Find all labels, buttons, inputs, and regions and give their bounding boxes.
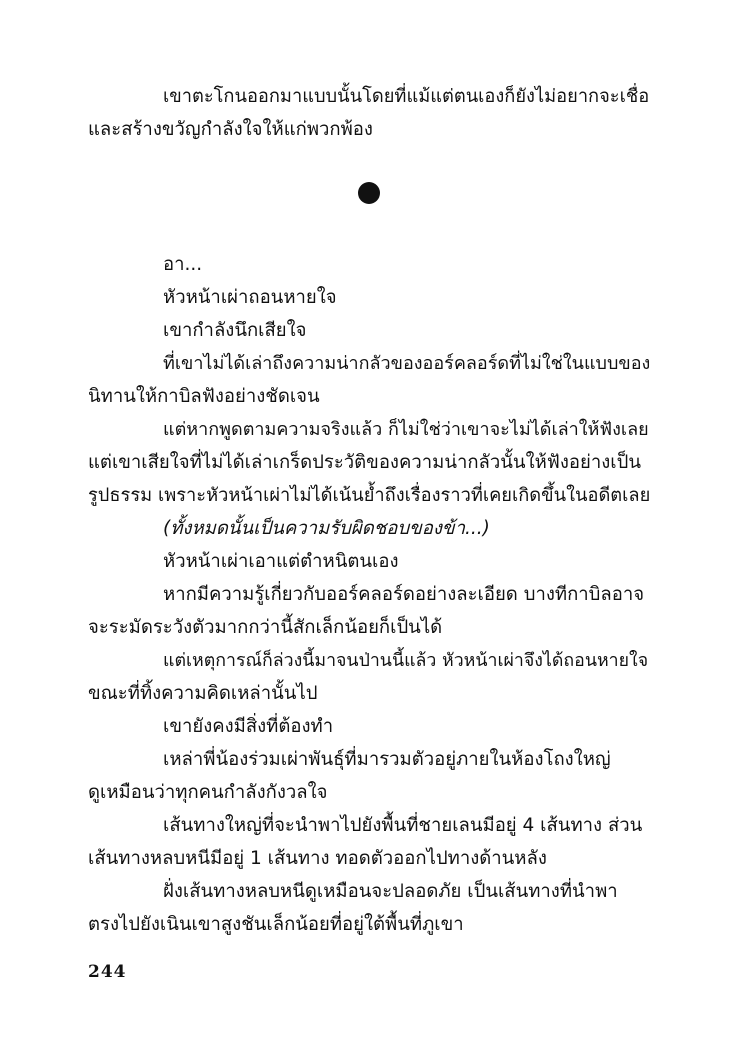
- text-line: ดูเหมือนว่าทุกคนกำลังกังวลใจ: [88, 782, 328, 803]
- page-number: 244: [88, 962, 127, 982]
- text-line: จะระมัดระวังตัวมากกว่านี้สักเล็กน้อยก็เป็นได้: [88, 617, 443, 638]
- text-line: เขากำลังนึกเสียใจ: [163, 320, 307, 341]
- text-line: และสร้างขวัญกำลังใจให้แก่พวกพ้อง: [88, 119, 373, 140]
- text-line: นิทานให้กาบิลฟังอย่างชัดเจน: [88, 386, 320, 407]
- text-line: ขณะที่ทิ้งความคิดเหล่านั้นไป: [88, 683, 318, 704]
- text-line: แต่เขาเสียใจที่ไม่ได้เล่าเกร็ดประวัติของความน่ากลัวนั้นให้ฟังอย่างเป็น: [88, 452, 642, 473]
- text-line: ฝั่งเส้นทางหลบหนีดูเหมือนจะปลอดภัย เป็นเส้นทางที่นำพา: [163, 881, 618, 902]
- inner-thought-line: (ทั้งหมดนั้นเป็นความรับผิดชอบของข้า...): [163, 518, 490, 539]
- text-line: ตรงไปยังเนินเขาสูงชันเล็กน้อยที่อยู่ใต้พื้นที่ภูเขา: [88, 914, 464, 935]
- text-line: หากมีความรู้เกี่ยวกับออร์คลอร์ดอย่างละเอียด บางทีกาบิลอาจ: [163, 584, 645, 605]
- text-line: เส้นทางหลบหนีมีอยู่ 1 เส้นทาง ทอดตัวออกไปทางด้านหลัง: [88, 848, 547, 869]
- text-line: แต่เหตุการณ์ก็ล่วงนี้มาจนป่านนี้แล้ว หัวหน้าเผ่าจึงได้ถอนหายใจ: [163, 651, 649, 671]
- text-line: ที่เขาไม่ได้เล่าถึงความน่ากลัวของออร์คลอร์ดที่ไม่ใช่ในแบบของ: [163, 353, 651, 374]
- text-line: แต่หากพูดตามความจริงแล้ว ก็ไม่ใช่ว่าเขาจะไม่ได้เล่าให้ฟังเลย: [163, 419, 649, 440]
- text-line: หัวหน้าเผ่าเอาแต่ตำหนิตนเอง: [163, 551, 399, 572]
- text-line: เขายังคงมีสิ่งที่ต้องทำ: [163, 716, 334, 737]
- text-line: หัวหน้าเผ่าถอนหายใจ: [163, 287, 337, 308]
- text-line: เส้นทางใหญ่ที่จะนำพาไปยังพื้นที่ชายเลนมีอยู่ 4 เส้นทาง ส่วน: [163, 815, 643, 836]
- text-line: เขาตะโกนออกมาแบบนั้นโดยที่แม้แต่ตนเองก็ยังไม่อยากจะเชื่อ: [163, 86, 650, 107]
- text-line: รูปธรรม เพราะหัวหน้าเผ่าไม่ได้เน้นย้ำถึงเรื่องราวที่เคยเกิดขึ้นในอดีตเลย: [88, 485, 651, 506]
- text-line: อา...: [163, 254, 203, 275]
- text-line: เหล่าพี่น้องร่วมเผ่าพันธุ์ที่มารวมตัวอยู่ภายในห้องโถงใหญ่: [163, 749, 611, 770]
- scene-break-bullet-icon: [358, 182, 380, 204]
